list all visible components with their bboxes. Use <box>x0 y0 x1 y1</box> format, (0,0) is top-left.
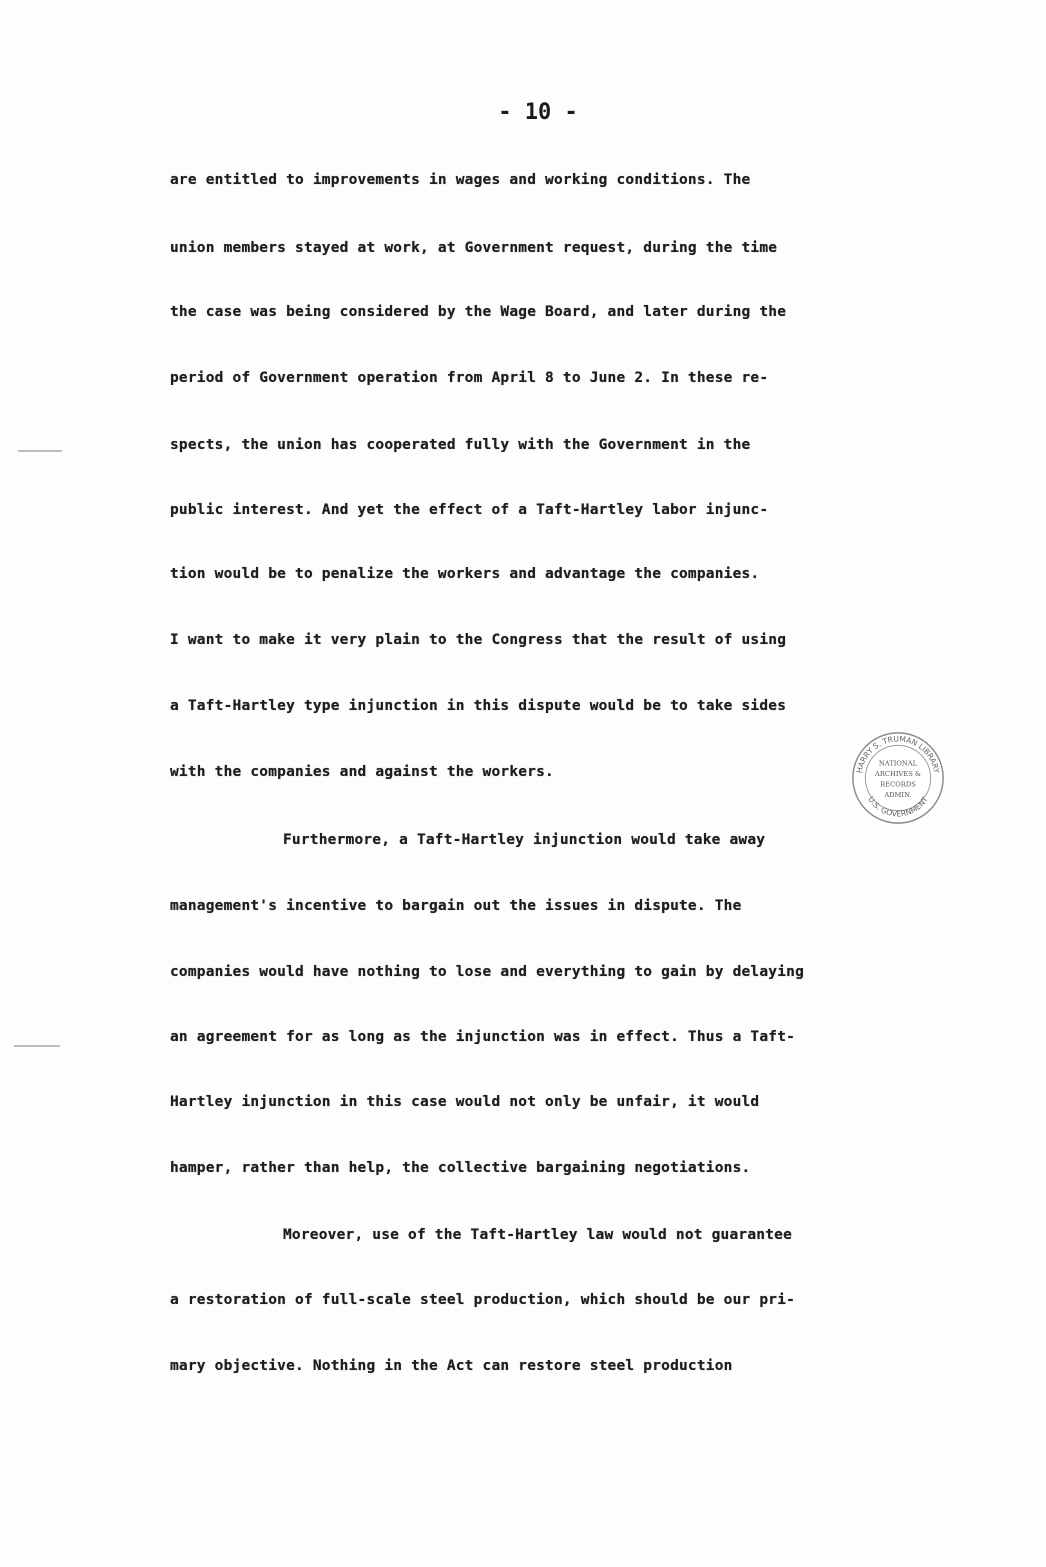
stamp-center-line: ARCHIVES & <box>874 770 922 779</box>
text-line: period of Government operation from April 8 to June 2. In these re- <box>170 370 769 386</box>
text-line: with the companies and against the workers. <box>170 764 554 780</box>
scan-mark <box>14 1045 60 1047</box>
text-line: union members stayed at work, at Government request, during the time <box>170 240 778 256</box>
text-line: Hartley injunction in this case would not only be unfair, it would <box>170 1094 760 1110</box>
scan-mark <box>18 450 62 452</box>
page-number: - 10 - <box>498 100 578 125</box>
stamp-center-line: NATIONAL <box>878 759 918 768</box>
text-line: are entitled to improvements in wages and working conditions. The <box>170 172 751 188</box>
stamp-bottom-text: U.S. GOVERNMENT <box>866 794 930 819</box>
text-line: the case was being considered by the Wage Board, and later during the <box>170 304 787 320</box>
paragraph-first-line: Furthermore, a Taft-Hartley injunction would take away <box>283 832 766 848</box>
text-line: a Taft-Hartley type injunction in this dispute would be to take sides <box>170 698 787 714</box>
text-line: tion would be to penalize the workers and advantage the companies. <box>170 566 760 582</box>
stamp-center-line: RECORDS <box>880 780 916 789</box>
text-line: management's incentive to bargain out the issues in dispute. The <box>170 898 742 914</box>
text-line: mary objective. Nothing in the Act can restore steel production <box>170 1358 733 1374</box>
text-line: an agreement for as long as the injunction was in effect. Thus a Taft- <box>170 1029 796 1045</box>
text-line: I want to make it very plain to the Congress that the result of using <box>170 632 787 648</box>
text-line: spects, the union has cooperated fully with the Government in the <box>170 437 751 453</box>
stamp-center-line: ADMIN. <box>884 791 912 800</box>
text-line: public interest. And yet the effect of a Taft-Hartley labor injunc- <box>170 502 769 518</box>
stamp-top-text: HARRY S. TRUMAN LIBRARY <box>854 734 942 774</box>
text-line: a restoration of full-scale steel production, which should be our pri- <box>170 1292 796 1308</box>
text-line: hamper, rather than help, the collective bargaining negotiations. <box>170 1160 751 1176</box>
text-line: companies would have nothing to lose and everything to gain by delaying <box>170 964 805 980</box>
paragraph-first-line: Moreover, use of the Taft-Hartley law would not guarantee <box>283 1227 792 1243</box>
archives-stamp <box>850 730 946 826</box>
